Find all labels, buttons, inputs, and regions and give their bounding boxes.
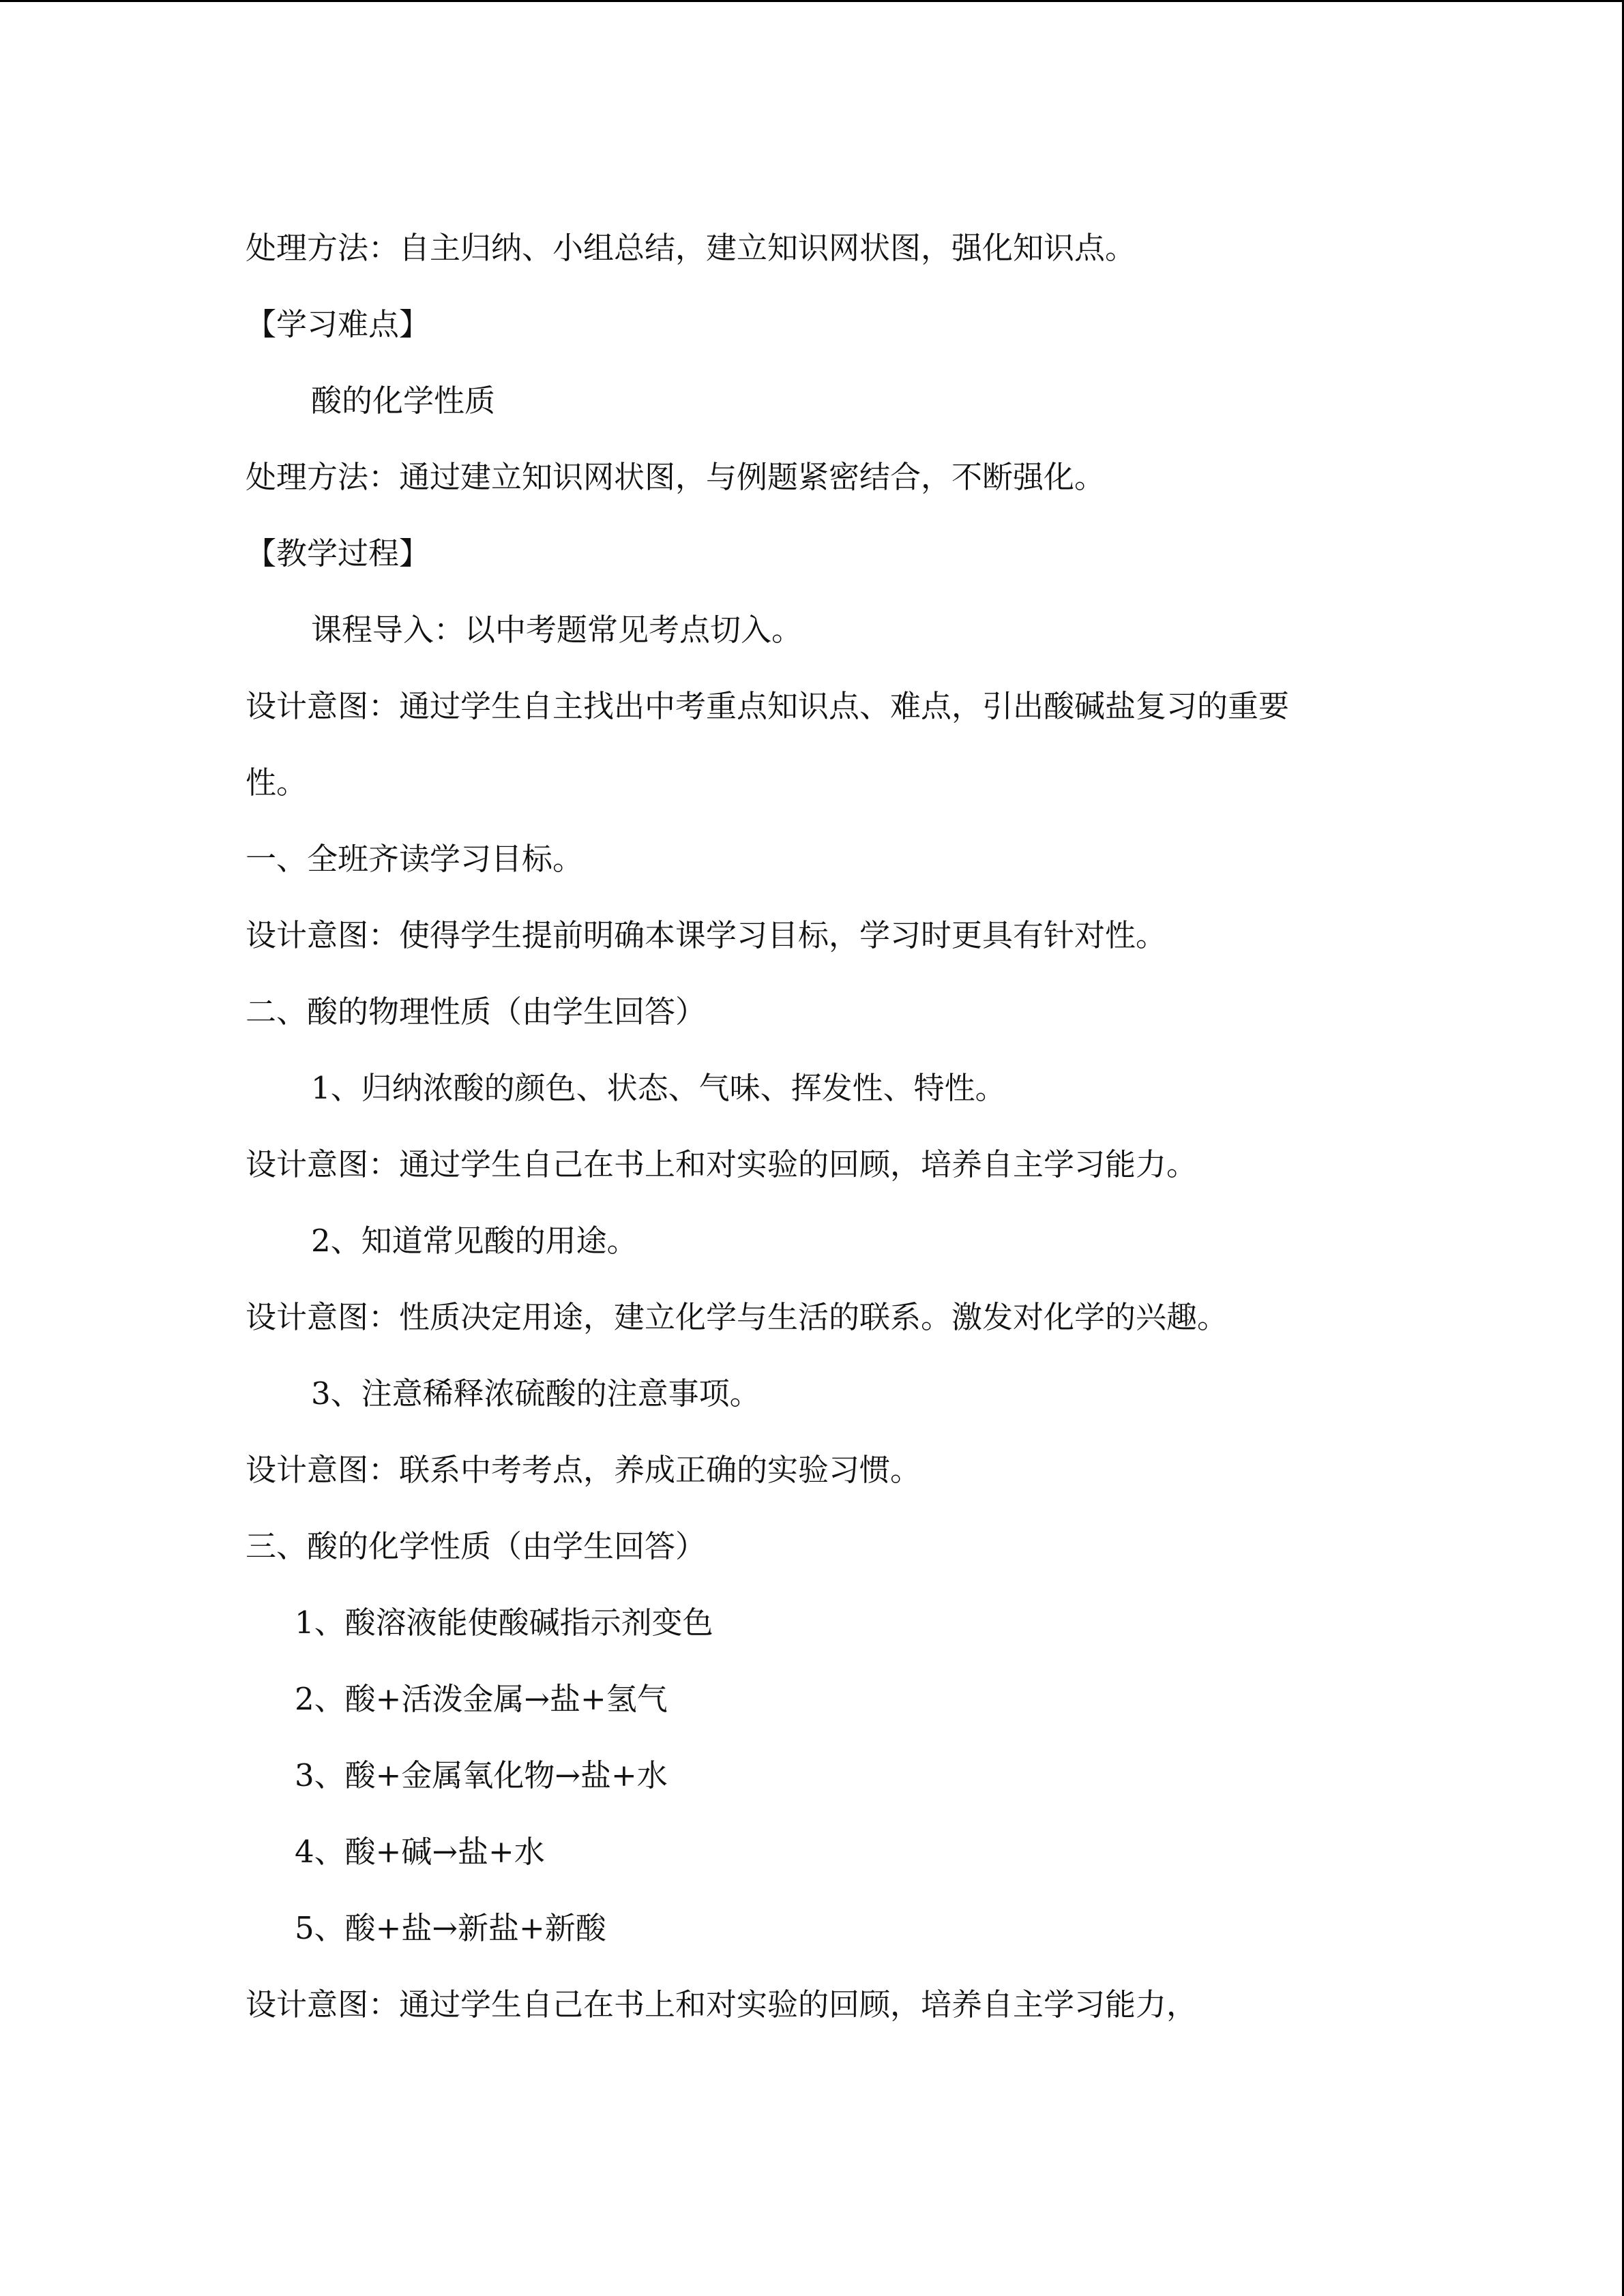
section-heading: 二、酸的物理性质（由学生回答） [246,994,707,1030]
paragraph: 处理方法：自主归纳、小组总结，建立知识网状图，强化知识点。 [246,230,1136,266]
paragraph: 设计意图：使得学生提前明确本课学习目标，学习时更具有针对性。 [246,917,1167,953]
list-item: 1、归纳浓酸的颜色、状态、气味、挥发性、特性。 [311,1070,1006,1106]
list-item: 3、酸+金属氧化物→盐+水 [295,1757,668,1793]
paragraph: 处理方法：通过建立知识网状图，与例题紧密结合，不断强化。 [246,459,1106,495]
paragraph: 设计意图：性质决定用途，建立化学与生活的联系。激发对化学的兴趣。 [246,1299,1228,1335]
paragraph: 性。 [246,764,308,801]
document-body [246,218,1378,2051]
paragraph: 课程导入：以中考题常见考点切入。 [311,612,803,648]
section-heading: 三、酸的化学性质（由学生回答） [246,1528,707,1564]
list-item: 1、酸溶液能使酸碱指示剂变色 [295,1605,713,1641]
paragraph: 设计意图：联系中考考点，养成正确的实验习惯。 [246,1452,921,1488]
list-item: 3、注意稀释浓硫酸的注意事项。 [311,1375,761,1412]
list-item: 2、酸+活泼金属→盐+氢气 [295,1681,668,1717]
paragraph: 设计意图：通过学生自己在书上和对实验的回顾，培养自主学习能力， [246,1986,1198,2023]
section-heading: 【学习难点】 [246,306,430,342]
section-heading: 【教学过程】 [246,535,430,571]
paragraph: 设计意图：通过学生自主找出中考重点知识点、难点，引出酸碱盐复习的重要 [246,688,1290,724]
section-heading: 一、全班齐读学习目标。 [246,841,584,877]
list-item: 2、知道常见酸的用途。 [311,1223,638,1259]
list-item: 5、酸+盐→新盐+新酸 [295,1910,606,1946]
paragraph: 设计意图：通过学生自己在书上和对实验的回顾，培养自主学习能力。 [246,1146,1198,1182]
list-item: 4、酸+碱→盐+水 [295,1834,545,1870]
paragraph: 酸的化学性质 [311,383,496,419]
